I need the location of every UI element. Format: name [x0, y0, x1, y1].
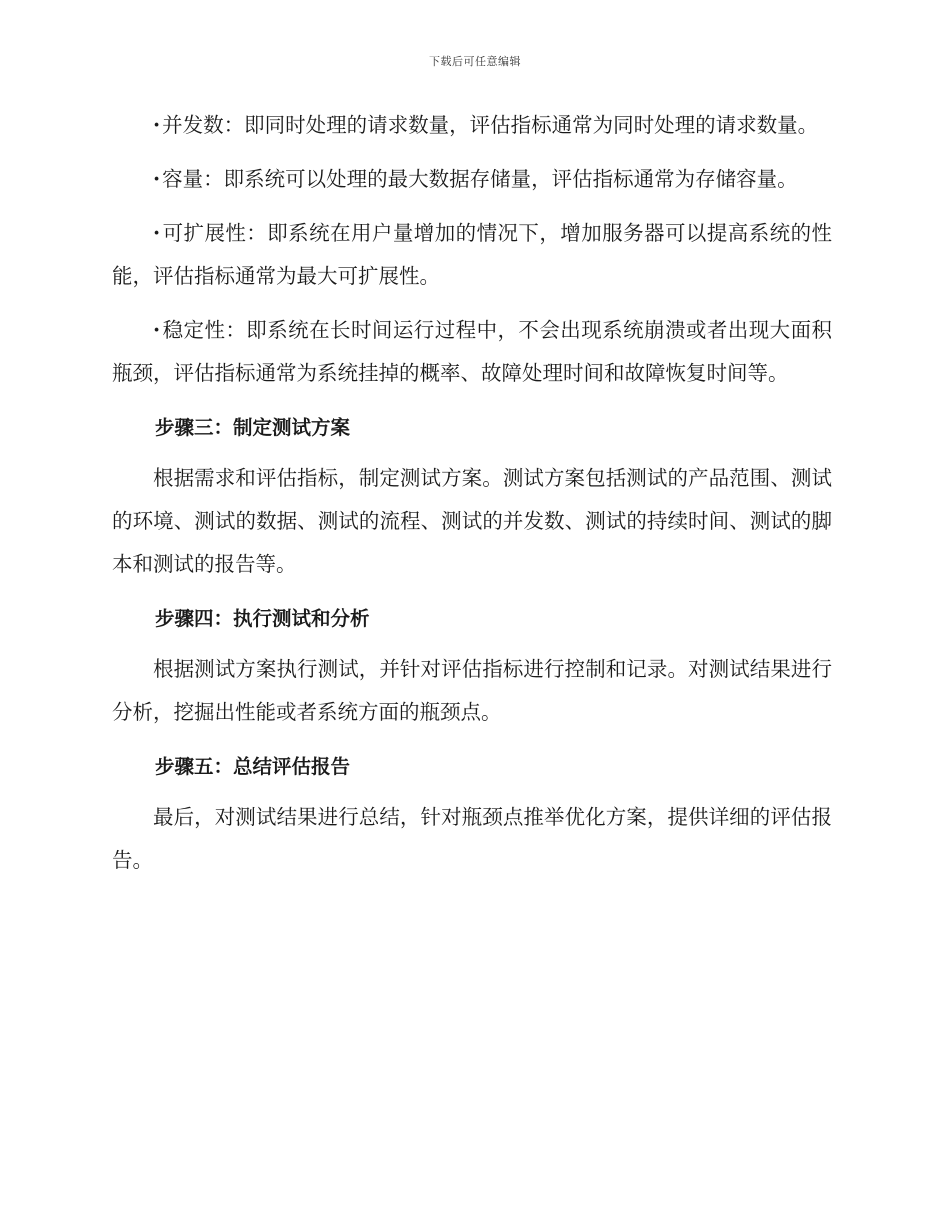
paragraph-step4: 根据测试方案执行测试，并针对评估指标进行控制和记录。对测试结果进行分析，挖掘出性能或者系统方面的瓶颈点。	[112, 657, 832, 724]
paragraph-step5: 最后，对测试结果进行总结，针对瓶颈点推举优化方案，提供详细的评估报告。	[112, 805, 832, 872]
section-heading-step4: 步骤四：执行测试和分析	[155, 607, 370, 630]
section-heading-step3: 步骤三：制定测试方案	[155, 416, 351, 439]
document-body	[112, 104, 832, 893]
page-header: 下载后可任意编辑	[429, 55, 521, 68]
bullet-stability: · 稳定性：即系统在长时间运行过程中，不会出现系统崩溃或者出现大面积瓶颈，评估指标通常为系统挂掉的概率、故障处理时间和故障恢复时间等。	[112, 309, 832, 395]
bullet-capacity: · 容量：即系统可以处理的最大数据存储量，评估指标通常为存储容量。	[112, 158, 832, 201]
section-heading-step5: 步骤五：总结评估报告	[155, 755, 351, 778]
paragraph-step3: 根据需求和评估指标，制定测试方案。测试方案包括测试的产品范围、测试的环境、测试的数据、测试的流程、测试的并发数、测试的持续时间、测试的脚本和测试的报告等。	[112, 466, 832, 576]
bullet-scalability: · 可扩展性：即系统在用户量增加的情况下，增加服务器可以提高系统的性能，评估指标通常为最大可扩展性。	[112, 212, 832, 298]
bullet-concurrency: · 并发数：即同时处理的请求数量，评估指标通常为同时处理的请求数量。	[112, 104, 832, 147]
